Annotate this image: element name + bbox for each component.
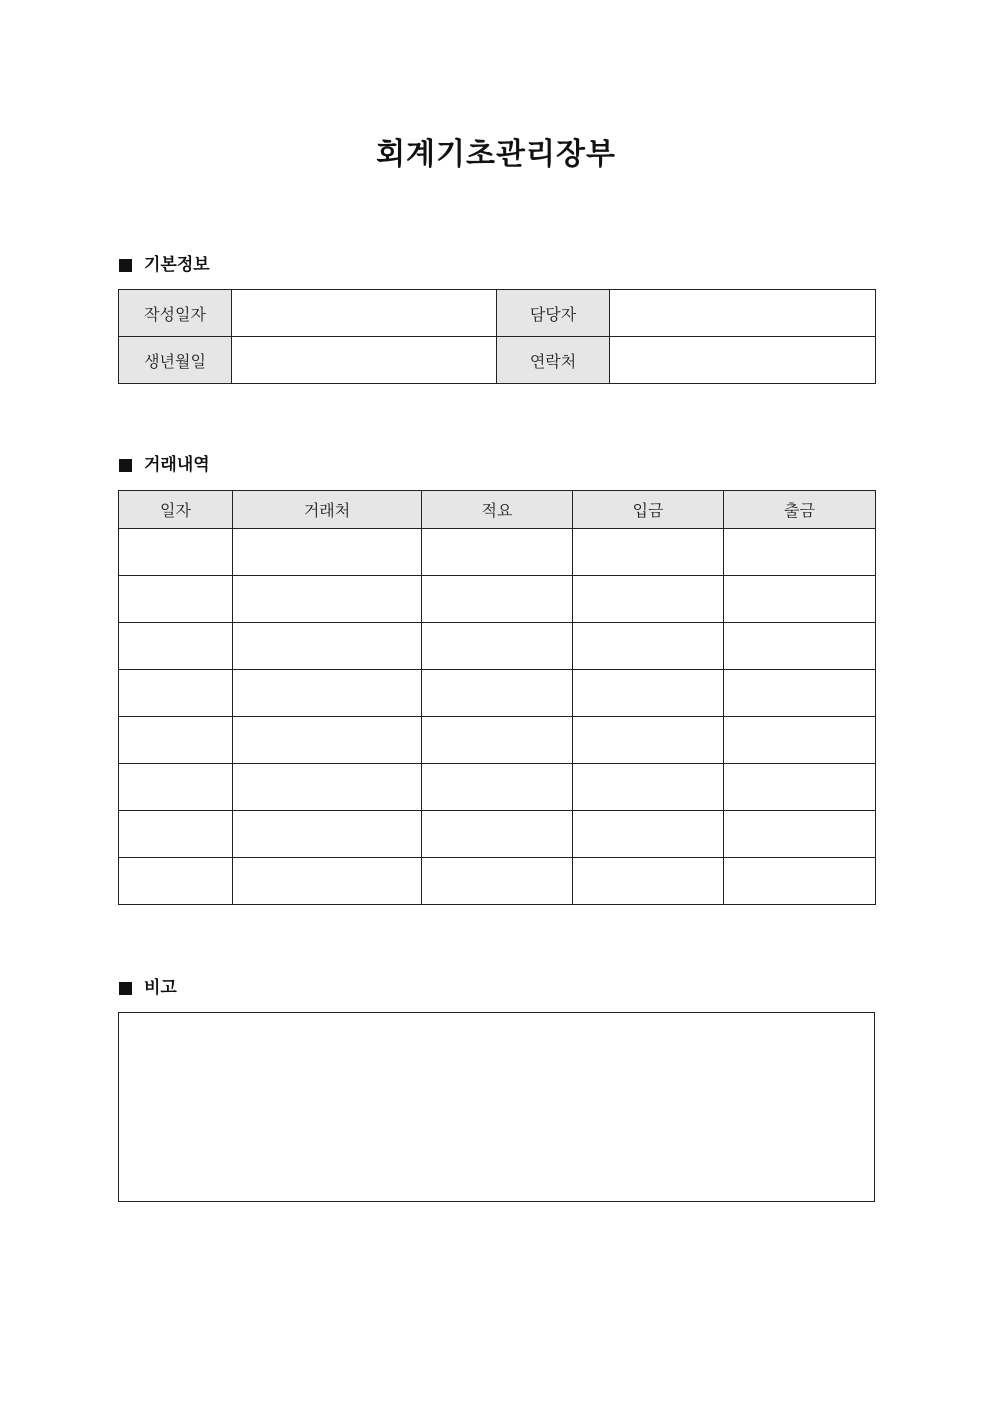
table-row xyxy=(119,623,876,670)
remarks-heading-label: 비고 xyxy=(144,978,177,998)
square-bullet-icon xyxy=(119,982,132,995)
basic-info-heading xyxy=(119,253,210,277)
column-header-counterparty: 거래처 xyxy=(233,491,422,529)
transactions-table xyxy=(118,490,876,905)
birth-date-field[interactable] xyxy=(232,337,497,384)
description-cell[interactable] xyxy=(422,529,573,576)
table-row xyxy=(119,529,876,576)
counterparty-cell[interactable] xyxy=(233,670,422,717)
description-cell[interactable] xyxy=(422,717,573,764)
deposit-cell[interactable] xyxy=(573,811,724,858)
counterparty-cell[interactable] xyxy=(233,717,422,764)
withdrawal-cell[interactable] xyxy=(724,858,876,905)
contact-label: 연락처 xyxy=(497,337,610,384)
deposit-cell[interactable] xyxy=(573,529,724,576)
birth-date-label: 생년월일 xyxy=(119,337,232,384)
counterparty-cell[interactable] xyxy=(233,576,422,623)
deposit-cell[interactable] xyxy=(573,623,724,670)
counterparty-cell[interactable] xyxy=(233,529,422,576)
column-header-date: 일자 xyxy=(119,491,233,529)
table-row xyxy=(119,764,876,811)
withdrawal-cell[interactable] xyxy=(724,717,876,764)
table-row xyxy=(119,858,876,905)
table-row xyxy=(119,717,876,764)
column-header-deposit: 입금 xyxy=(573,491,724,529)
column-header-description: 적요 xyxy=(422,491,573,529)
withdrawal-cell[interactable] xyxy=(724,670,876,717)
description-cell[interactable] xyxy=(422,764,573,811)
basic-info-row xyxy=(119,337,876,384)
table-row xyxy=(119,576,876,623)
description-cell[interactable] xyxy=(422,623,573,670)
table-row xyxy=(119,670,876,717)
table-row xyxy=(119,811,876,858)
date-written-label: 작성일자 xyxy=(119,290,232,337)
description-cell[interactable] xyxy=(422,670,573,717)
counterparty-cell[interactable] xyxy=(233,858,422,905)
remarks-heading xyxy=(119,976,177,1000)
deposit-cell[interactable] xyxy=(573,670,724,717)
column-header-withdrawal: 출금 xyxy=(724,491,876,529)
description-cell[interactable] xyxy=(422,811,573,858)
basic-info-table xyxy=(118,289,876,384)
square-bullet-icon xyxy=(119,259,132,272)
manager-field[interactable] xyxy=(610,290,876,337)
counterparty-cell[interactable] xyxy=(233,811,422,858)
counterparty-cell[interactable] xyxy=(233,623,422,670)
date-cell[interactable] xyxy=(119,811,233,858)
transactions-heading xyxy=(119,453,210,477)
date-written-field[interactable] xyxy=(232,290,497,337)
date-cell[interactable] xyxy=(119,576,233,623)
remarks-box[interactable] xyxy=(118,1012,875,1202)
description-cell[interactable] xyxy=(422,576,573,623)
table-header-row xyxy=(119,491,876,529)
deposit-cell[interactable] xyxy=(573,576,724,623)
description-cell[interactable] xyxy=(422,858,573,905)
withdrawal-cell[interactable] xyxy=(724,576,876,623)
basic-info-heading-label: 기본정보 xyxy=(144,255,210,275)
withdrawal-cell[interactable] xyxy=(724,623,876,670)
date-cell[interactable] xyxy=(119,858,233,905)
date-cell[interactable] xyxy=(119,764,233,811)
date-cell[interactable] xyxy=(119,529,233,576)
date-cell[interactable] xyxy=(119,670,233,717)
withdrawal-cell[interactable] xyxy=(724,764,876,811)
counterparty-cell[interactable] xyxy=(233,764,422,811)
deposit-cell[interactable] xyxy=(573,717,724,764)
date-cell[interactable] xyxy=(119,623,233,670)
basic-info-row xyxy=(119,290,876,337)
manager-label: 담당자 xyxy=(497,290,610,337)
date-cell[interactable] xyxy=(119,717,233,764)
withdrawal-cell[interactable] xyxy=(724,529,876,576)
withdrawal-cell[interactable] xyxy=(724,811,876,858)
deposit-cell[interactable] xyxy=(573,764,724,811)
deposit-cell[interactable] xyxy=(573,858,724,905)
square-bullet-icon xyxy=(119,459,132,472)
document-title: 회계기초관리장부 xyxy=(376,137,616,172)
transactions-heading-label: 거래내역 xyxy=(144,455,210,475)
contact-field[interactable] xyxy=(610,337,876,384)
